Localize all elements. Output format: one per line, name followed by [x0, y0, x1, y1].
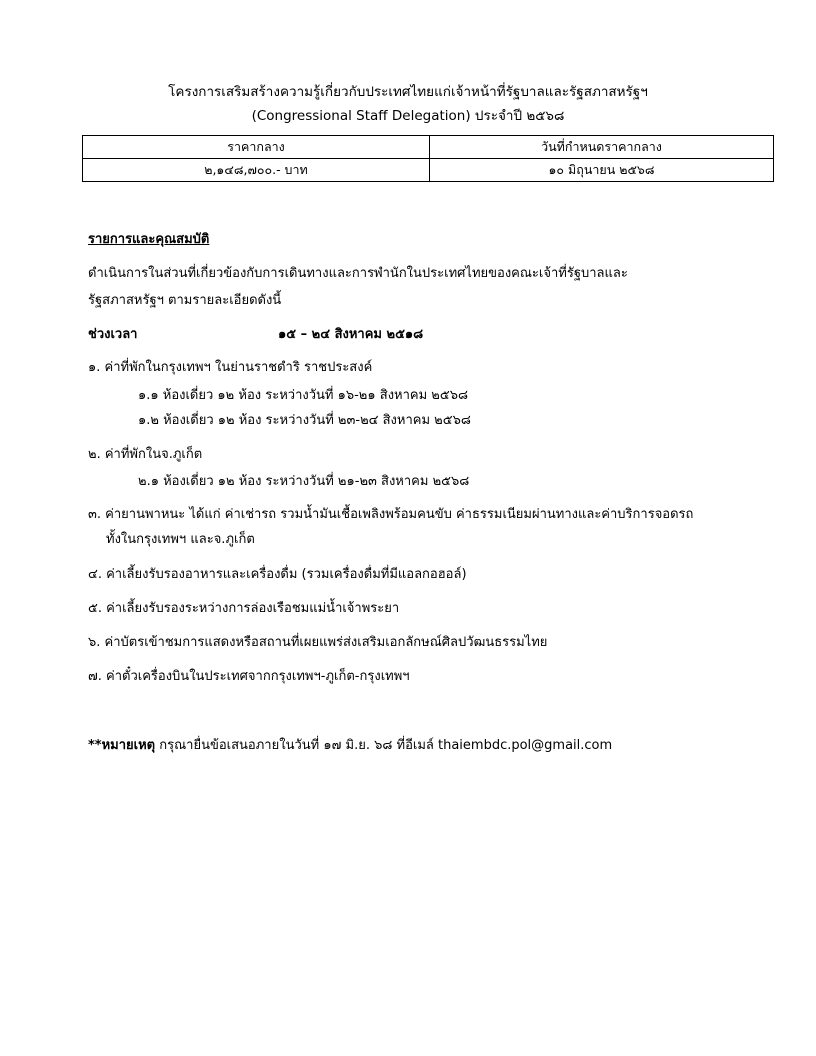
price-date-value: ๑๐ มิถุนายน ๒๕๖๘	[430, 159, 774, 182]
list-item: ๕. ค่าเลี้ยงรับรองระหว่างการล่องเรือชมแม่น้ำเจ้าพระยา	[88, 601, 400, 616]
header-reference-price: ราคากลาง	[83, 136, 430, 159]
note-prefix: **	[88, 738, 102, 753]
document-title-line1: โครงการเสริมสร้างความรู้เกี่ยวกับประเทศไทยแก่เจ้าหน้าที่รัฐบาลและรัฐสภาสหรัฐฯ	[168, 84, 648, 100]
list-subitem: ๒.๑ ห้องเดี่ยว ๑๒ ห้อง ระหว่างวันที่ ๒๑-๒๓ สิงหาคม ๒๕๖๘	[138, 474, 470, 489]
list-item: ๖. ค่าบัตรเข้าชมการแสดงหรือสถานที่เผยแพร่ส่งเสริมเอกลักษณ์ศิลปวัฒนธรรมไทย	[88, 635, 548, 650]
list-item: ๑. ค่าที่พักในกรุงเทพฯ ในย่านราชดำริ ราชประสงค์	[88, 360, 373, 375]
reference-price-value: ๒,๑๔๘,๗๐๐.- บาท	[83, 159, 430, 182]
intro-line-2: รัฐสภาสหรัฐฯ ตามรายละเอียดดังนี้	[88, 293, 282, 308]
list-item: ๒. ค่าที่พักในจ.ภูเก็ต	[88, 447, 203, 462]
period-label: ช่วงเวลา	[88, 327, 138, 342]
note-label: หมายเหตุ	[101, 738, 156, 753]
note	[88, 734, 612, 755]
intro-line-1: ดำเนินการในส่วนที่เกี่ยวข้องกับการเดินทางและการพำนักในประเทศไทยของคณะเจ้าที่รัฐบาลและ	[88, 266, 628, 281]
list-subitem: ๑.๒ ห้องเดี่ยว ๑๒ ห้อง ระหว่างวันที่ ๒๓-๒๔ สิงหาคม ๒๕๖๘	[138, 413, 471, 428]
section-heading: รายการและคุณสมบัติ	[88, 232, 210, 247]
table-row	[83, 159, 774, 182]
note-text: กรุณายื่นข้อเสนอภายในวันที่ ๑๗ มิ.ย. ๖๘ ที่อีเมล์ thaiembdc.pol@gmail.com	[155, 738, 613, 753]
period-value: ๑๕ – ๒๔ สิงหาคม ๒๕๑๘	[278, 327, 424, 342]
list-item: ๗. ค่าตั๋วเครื่องบินในประเทศจากกรุงเทพฯ-ภูเก็ต-กรุงเทพฯ	[88, 669, 410, 684]
price-table	[82, 135, 774, 182]
list-subitem: ๑.๑ ห้องเดี่ยว ๑๒ ห้อง ระหว่างวันที่ ๑๖-๒๑ สิงหาคม ๒๕๖๘	[138, 388, 468, 403]
document-title-line2: (Congressional Staff Delegation) ประจำปี ๒๕๖๘	[251, 108, 565, 124]
list-item-continuation: ทั้งในกรุงเทพฯ และจ.ภูเก็ต	[106, 532, 255, 547]
header-price-date: วันที่กำหนดราคากลาง	[430, 136, 774, 159]
list-item: ๓. ค่ายานพาหนะ ได้แก่ ค่าเช่ารถ รวมน้ำมันเชื้อเพลิงพร้อมคนขับ ค่าธรรมเนียมผ่านทางและค่าบริการจอดรถ	[88, 507, 694, 522]
list-item: ๔. ค่าเลี้ยงรับรองอาหารและเครื่องดื่ม (รวมเครื่องดื่มที่มีแอลกอฮอล์)	[88, 567, 467, 582]
table-header-row	[83, 136, 774, 159]
